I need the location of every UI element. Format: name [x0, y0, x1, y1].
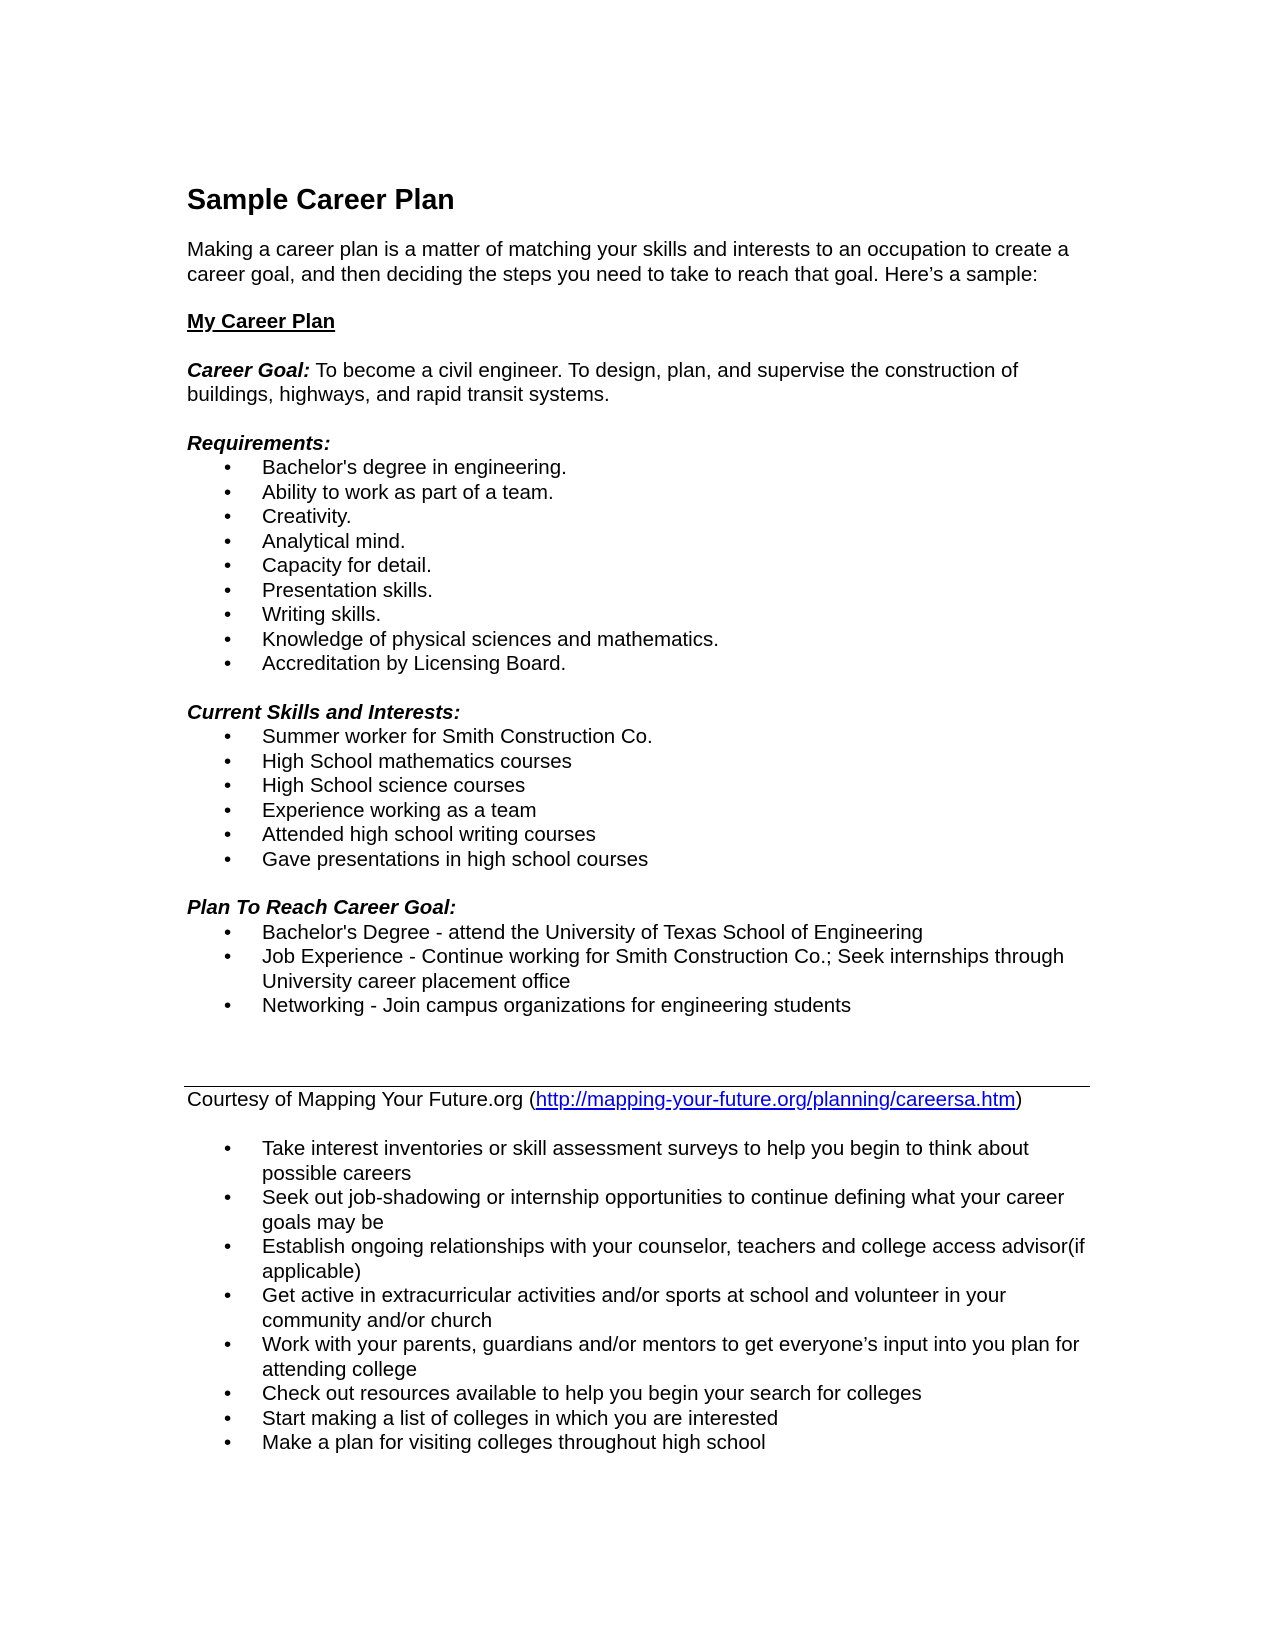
- list-item: • Bachelor's Degree - attend the University of Texas School of Engineering: [187, 921, 1087, 946]
- current-skills-label: Current Skills and Interests:: [187, 700, 461, 724]
- source-link[interactable]: http://mapping-your-future.org/planning/careersa.htm: [535, 1088, 1016, 1111]
- section-divider: [184, 1086, 1090, 1087]
- list-item: • Accreditation by Licensing Board.: [187, 652, 1087, 677]
- list-item: • Summer worker for Smith Construction Co.: [187, 725, 1087, 750]
- list-item: • Check out resources available to help you begin your search for colleges: [187, 1382, 1087, 1407]
- document-title: Sample Career Plan: [187, 184, 455, 216]
- list-item: • Job Experience - Continue working for Smith Construction Co.; Seek internships through University career placement office: [187, 945, 1087, 994]
- list-item: • Capacity for detail.: [187, 554, 1087, 579]
- list-item: • Analytical mind.: [187, 530, 1087, 555]
- list-item: • Presentation skills.: [187, 579, 1087, 604]
- my-career-plan-heading: My Career Plan: [187, 310, 336, 333]
- list-item: • High School science courses: [187, 774, 1087, 799]
- tips-list: [187, 1137, 1087, 1456]
- requirements-list: [187, 456, 1087, 677]
- list-item: • High School mathematics courses: [187, 750, 1087, 775]
- career-goal-text: To become a civil engineer. To design, plan, and supervise the construction of buildings, highways, and rapid transit systems.: [187, 358, 1019, 406]
- list-item: • Get active in extracurricular activities and/or sports at school and volunteer in your community and/or church: [187, 1284, 1087, 1333]
- career-plan-content: [187, 183, 1087, 1019]
- plan-to-reach-goal-label: Plan To Reach Career Goal:: [187, 896, 457, 919]
- list-item: • Attended high school writing courses: [187, 823, 1087, 848]
- courtesy-prefix: Courtesy of Mapping Your Future.org (: [187, 1088, 536, 1111]
- requirements-label: Requirements:: [187, 431, 331, 455]
- list-item: • Seek out job-shadowing or internship opportunities to continue defining what your career goals may be: [187, 1186, 1087, 1235]
- intro-paragraph: Making a career plan is a matter of matching your skills and interests to an occupation to create a career goal, and then deciding the steps you need to take to reach that goal. Here’s a sample:: [187, 238, 1069, 286]
- list-item: • Experience working as a team: [187, 799, 1087, 824]
- career-goal-label: Career Goal:: [187, 358, 311, 382]
- list-item: • Establish ongoing relationships with your counselor, teachers and college access advisor(if applicable): [187, 1235, 1087, 1284]
- career-goal-paragraph: [187, 359, 1087, 408]
- current-skills-list: [187, 725, 1087, 872]
- list-item: • Make a plan for visiting colleges throughout high school: [187, 1431, 1087, 1456]
- list-item: • Knowledge of physical sciences and mathematics.: [187, 628, 1087, 653]
- list-item: • Writing skills.: [187, 603, 1087, 628]
- courtesy-suffix: ): [1015, 1088, 1023, 1111]
- list-item: • Gave presentations in high school courses: [187, 848, 1087, 873]
- list-item: • Take interest inventories or skill assessment surveys to help you begin to think about possible careers: [187, 1137, 1087, 1186]
- list-item: • Work with your parents, guardians and/or mentors to get everyone’s input into you plan for attending college: [187, 1333, 1087, 1382]
- list-item: • Bachelor's degree in engineering.: [187, 456, 1087, 481]
- plan-list: [187, 921, 1087, 1019]
- list-item: • Creativity.: [187, 505, 1087, 530]
- courtesy-line: [187, 1088, 1087, 1113]
- list-item: • Ability to work as part of a team.: [187, 481, 1087, 506]
- list-item: • Networking - Join campus organizations for engineering students: [187, 994, 1087, 1019]
- list-item: • Start making a list of colleges in which you are interested: [187, 1407, 1087, 1432]
